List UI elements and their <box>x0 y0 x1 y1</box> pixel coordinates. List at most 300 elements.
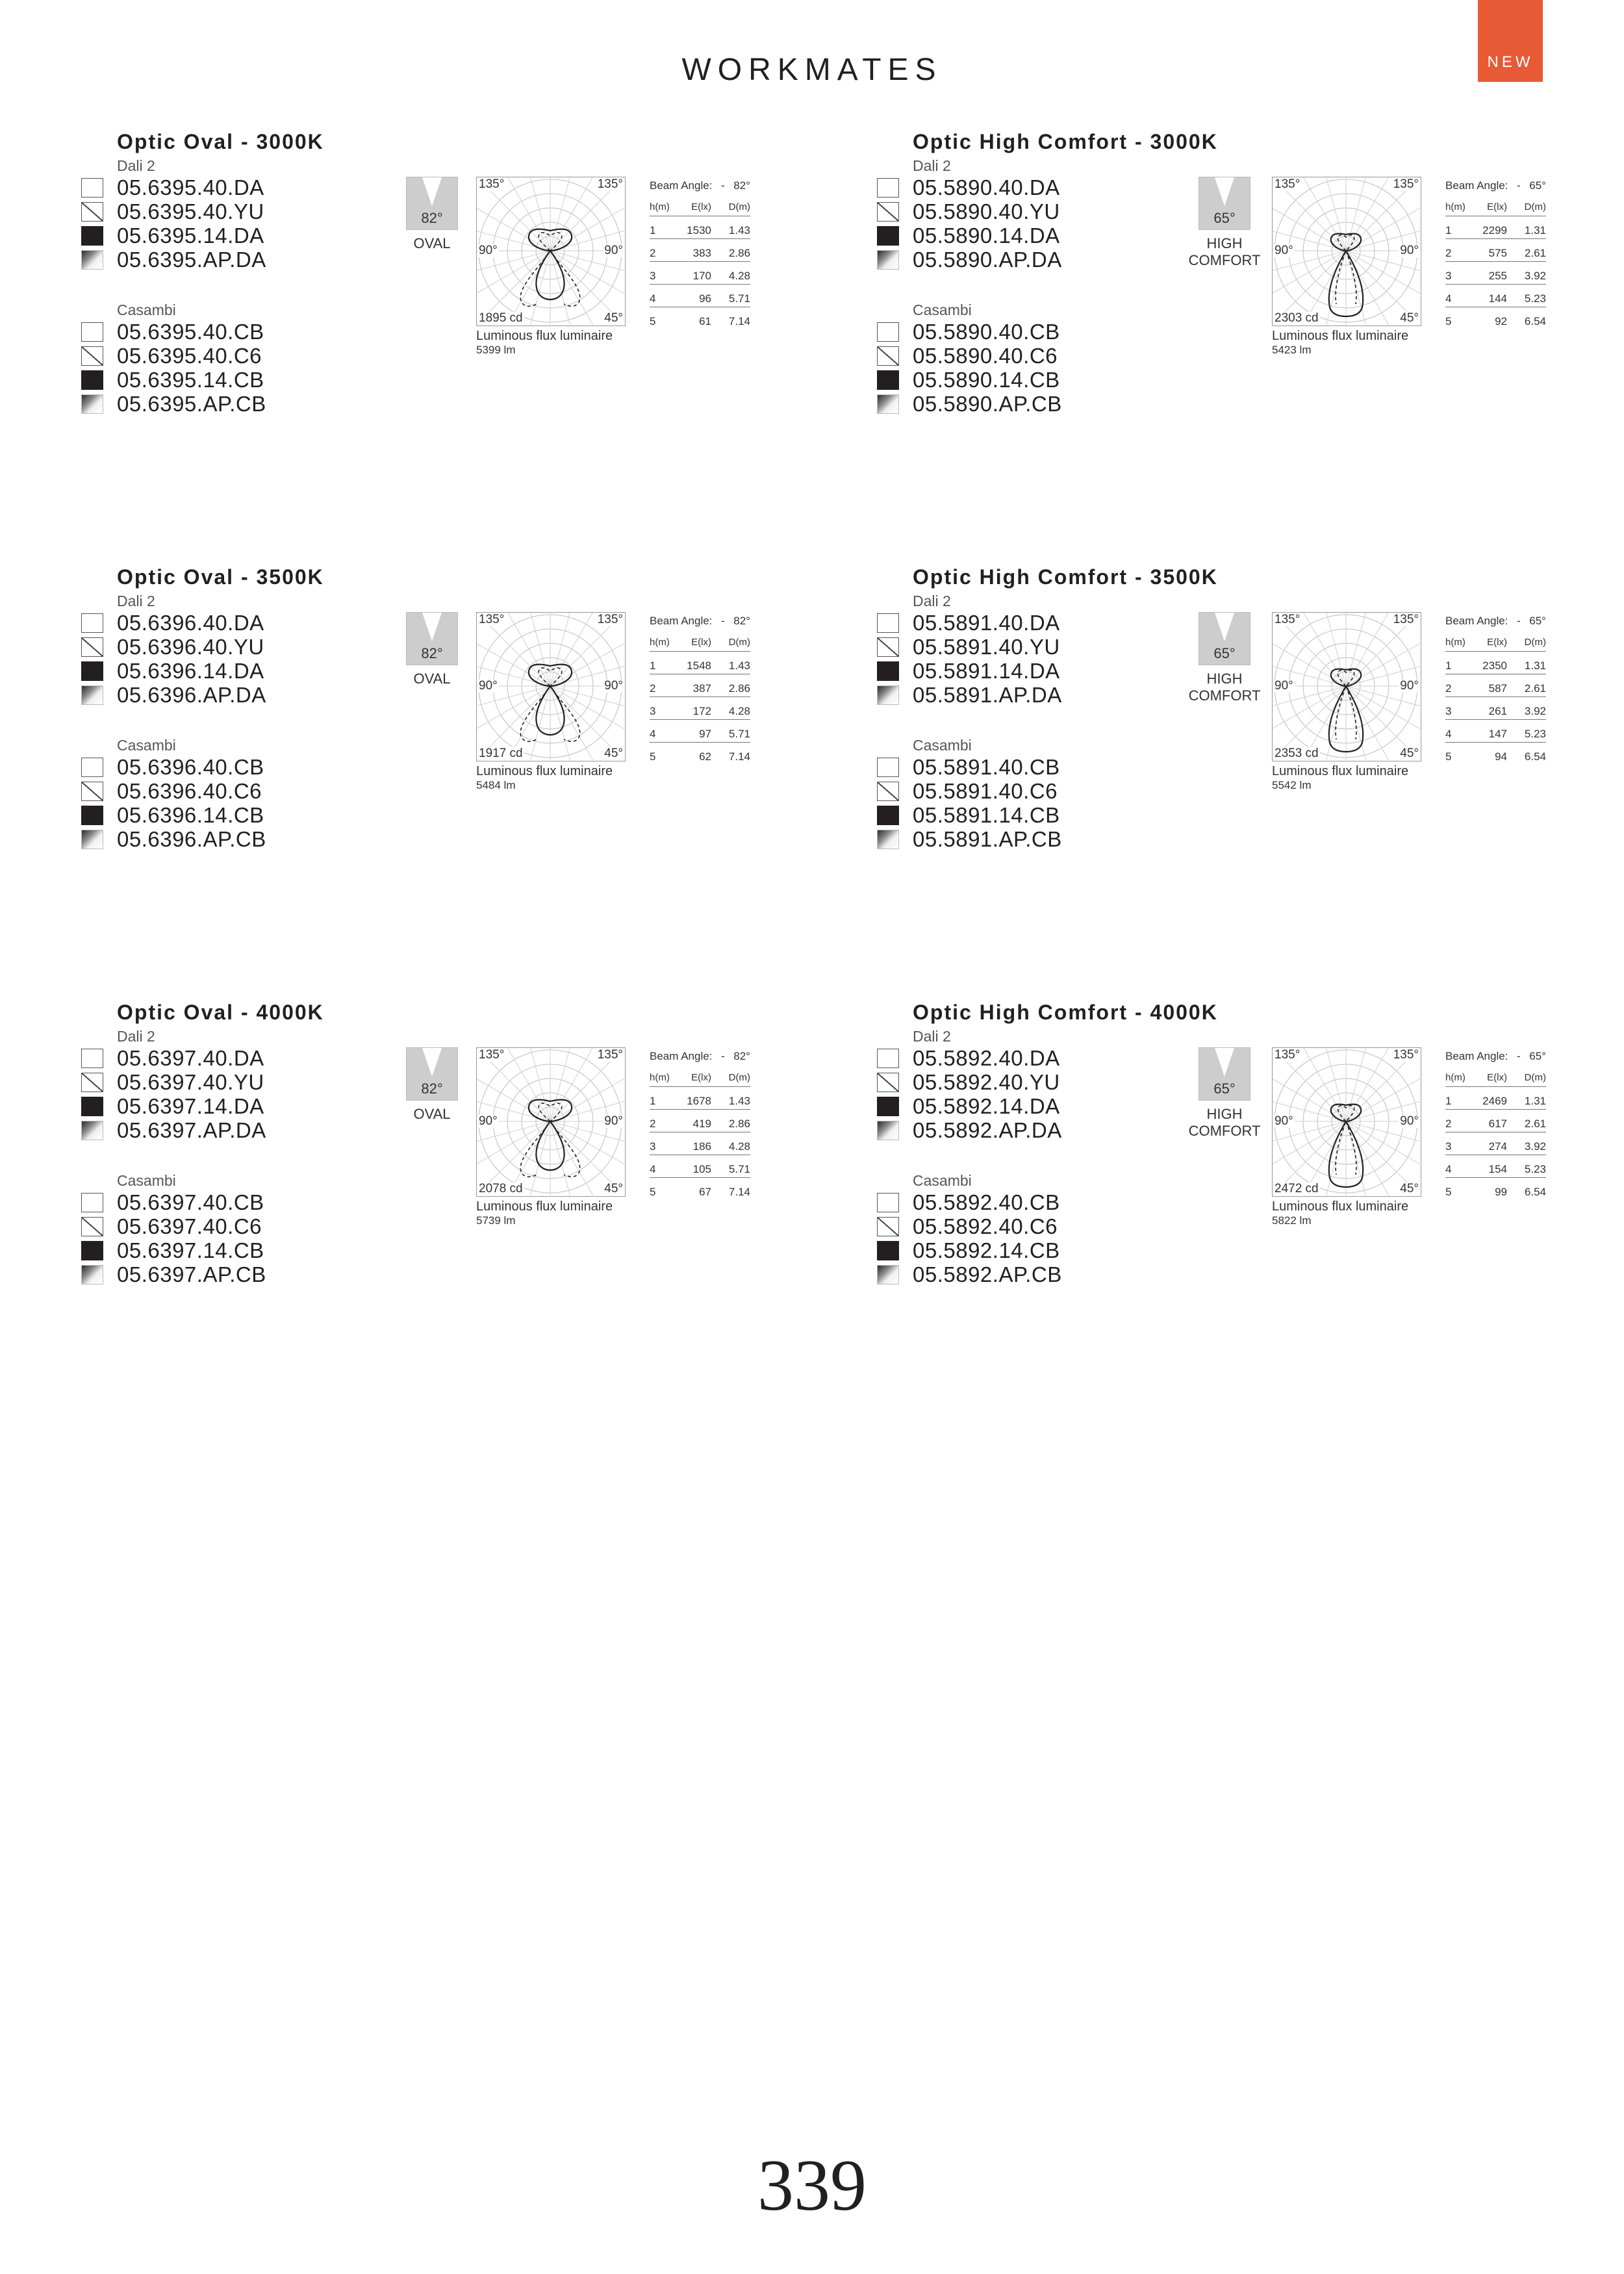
row-height: 1 <box>650 224 656 236</box>
angle-label-135-right: 135° <box>597 177 623 191</box>
polar-diagram-graphic <box>477 613 624 760</box>
optic-type <box>1176 1047 1273 1140</box>
product-code: 05.6397.40.C6 <box>117 1214 262 1238</box>
angle-label-135-left: 135° <box>479 1048 505 1062</box>
product-title: Optic High Comfort - 4000K <box>913 1001 1218 1024</box>
row-diameter: 4.28 <box>728 1140 750 1153</box>
col-d-header: D(m) <box>728 201 750 212</box>
diagonal-finish-swatch <box>877 1073 899 1092</box>
table-column-headers <box>650 637 750 652</box>
row-diameter: 6.54 <box>1524 750 1546 763</box>
product-code: 05.6397.40.CB <box>117 1190 264 1214</box>
polar-diagram-graphic <box>477 1048 624 1195</box>
row-diameter: 3.92 <box>1524 1140 1546 1153</box>
row-height: 5 <box>650 1186 656 1198</box>
peak-intensity: 2303 cd <box>1275 311 1319 325</box>
angle-label-135-left: 135° <box>479 177 505 191</box>
table-row-cells <box>650 1118 750 1132</box>
beam-optic-icon <box>1199 1047 1250 1101</box>
beam-angle-header <box>650 1050 750 1072</box>
product-block <box>81 1001 815 1299</box>
product-code: 05.5890.14.CB <box>913 368 1060 392</box>
row-height: 3 <box>650 270 656 282</box>
table-row-cells <box>650 1163 750 1178</box>
angle-label-135-right: 135° <box>1393 613 1419 626</box>
beam-angle-header <box>650 615 750 637</box>
product-code: 05.6396.14.DA <box>117 659 264 683</box>
black-finish-swatch <box>877 661 899 681</box>
table-column-headers <box>1445 1072 1546 1087</box>
luminous-flux-value: 5739 lm <box>476 1214 516 1227</box>
product-code: 05.5891.AP.CB <box>913 827 1062 851</box>
peak-intensity: 1917 cd <box>479 747 523 760</box>
row-illuminance: 617 <box>1488 1118 1507 1130</box>
table-row <box>650 224 750 247</box>
table-row <box>650 659 750 682</box>
product-title: Optic Oval - 3500K <box>117 565 324 589</box>
col-e-header: E(lx) <box>1487 201 1507 212</box>
optic-type <box>383 1047 481 1123</box>
angle-label-45: 45° <box>1400 747 1419 760</box>
table-row <box>1445 1118 1546 1140</box>
peak-intensity: 2472 cd <box>1275 1182 1319 1195</box>
row-illuminance: 147 <box>1488 728 1507 740</box>
page-title: WORKMATES <box>681 53 943 87</box>
table-row-cells <box>1445 224 1546 239</box>
row-height: 1 <box>650 1095 656 1107</box>
polar-diagram-graphic <box>1273 613 1420 760</box>
row-diameter: 7.14 <box>728 750 750 763</box>
table-row <box>1445 224 1546 247</box>
beam-angle-dash: - <box>721 615 725 627</box>
row-diameter: 6.54 <box>1524 315 1546 327</box>
angle-label-135-right: 135° <box>1393 177 1419 191</box>
diagonal-finish-swatch <box>81 1073 103 1092</box>
table-row-cells <box>650 1186 750 1200</box>
table-row-cells <box>650 1140 750 1155</box>
row-illuminance: 274 <box>1488 1140 1507 1153</box>
table-row <box>650 1163 750 1186</box>
row-height: 4 <box>650 728 656 740</box>
angle-label-90-left: 90° <box>1275 244 1293 257</box>
table-row-cells <box>1445 1118 1546 1132</box>
beam-angle-label: Beam Angle: <box>1445 615 1508 627</box>
product-code: 05.5892.AP.DA <box>913 1118 1062 1142</box>
angle-label-90-left: 90° <box>479 244 498 257</box>
optic-angle: 82° <box>421 1080 443 1097</box>
black-finish-swatch <box>877 226 899 246</box>
table-row <box>650 292 750 315</box>
product-code: 05.6396.14.CB <box>117 803 264 827</box>
product-block <box>877 565 1611 864</box>
dali-label: Dali 2 <box>913 1028 951 1045</box>
table-row-cells <box>1445 270 1546 285</box>
black-finish-swatch <box>877 1241 899 1260</box>
peak-intensity: 2078 cd <box>479 1182 523 1195</box>
row-diameter: 2.86 <box>728 682 750 695</box>
aluminium-finish-swatch <box>81 830 103 849</box>
product-code: 05.6397.AP.DA <box>117 1118 266 1142</box>
white-finish-swatch <box>877 1049 899 1068</box>
beam-angle-value: 82° <box>733 179 750 192</box>
row-height: 2 <box>1445 1118 1452 1130</box>
optic-type <box>383 612 481 687</box>
table-column-headers <box>1445 637 1546 652</box>
black-finish-swatch <box>877 370 899 390</box>
row-diameter: 2.61 <box>1524 1118 1546 1130</box>
row-height: 4 <box>1445 1163 1452 1175</box>
product-code: 05.6397.40.YU <box>117 1070 264 1094</box>
table-row-cells <box>1445 682 1546 697</box>
polar-diagram-box <box>476 1047 626 1197</box>
product-code: 05.6396.40.DA <box>117 611 264 635</box>
table-row <box>650 682 750 705</box>
polar-diagram <box>476 177 629 357</box>
product-code: 05.5890.14.DA <box>913 224 1060 248</box>
row-diameter: 1.43 <box>728 1095 750 1107</box>
row-illuminance: 97 <box>699 728 711 740</box>
row-diameter: 1.31 <box>1524 224 1546 236</box>
angle-label-45: 45° <box>604 747 623 760</box>
optic-name: HIGH COMFORT <box>1188 235 1261 268</box>
angle-label-135-left: 135° <box>1275 613 1300 626</box>
row-illuminance: 1678 <box>687 1095 711 1107</box>
product-code: 05.5890.40.YU <box>913 199 1060 224</box>
product-code: 05.6395.AP.CB <box>117 392 266 416</box>
product-code: 05.5891.14.CB <box>913 803 1060 827</box>
beam-cone-icon <box>1215 177 1234 206</box>
luminous-flux-label: Luminous flux luminaire <box>1272 764 1409 778</box>
polar-diagram <box>1272 177 1425 357</box>
row-height: 1 <box>1445 659 1452 672</box>
beam-optic-icon <box>406 612 458 665</box>
row-height: 1 <box>1445 1095 1452 1107</box>
beam-angle-label: Beam Angle: <box>650 615 713 627</box>
optic-type <box>383 177 481 252</box>
product-block <box>877 1001 1611 1299</box>
col-e-header: E(lx) <box>1487 637 1507 648</box>
product-code: 05.6396.40.YU <box>117 635 264 659</box>
table-row-cells <box>650 224 750 239</box>
white-finish-swatch <box>81 178 103 198</box>
row-height: 5 <box>650 315 656 327</box>
product-code: 05.6397.AP.CB <box>117 1262 266 1286</box>
polar-diagram <box>476 1047 629 1227</box>
product-code: 05.6397.40.DA <box>117 1046 264 1070</box>
product-code: 05.5892.40.CB <box>913 1190 1060 1214</box>
optic-name: HIGH COMFORT <box>1188 671 1261 704</box>
white-finish-swatch <box>877 178 899 198</box>
white-finish-swatch <box>877 1193 899 1212</box>
product-code: 05.6396.40.CB <box>117 755 264 779</box>
row-height: 2 <box>650 1118 656 1130</box>
product-code: 05.6395.40.YU <box>117 199 264 224</box>
table-row <box>1445 750 1546 773</box>
luminous-flux-label: Luminous flux luminaire <box>476 1199 613 1214</box>
col-h-header: h(m) <box>1445 201 1465 212</box>
angle-label-90-right: 90° <box>1400 679 1419 693</box>
aluminium-finish-swatch <box>81 1265 103 1284</box>
diagonal-finish-swatch <box>81 782 103 801</box>
new-badge-label: NEW <box>1487 53 1534 71</box>
table-row <box>1445 659 1546 682</box>
row-height: 2 <box>1445 682 1452 695</box>
row-diameter: 7.14 <box>728 1186 750 1198</box>
row-height: 2 <box>1445 247 1452 259</box>
product-code: 05.5890.40.C6 <box>913 344 1058 368</box>
table-row-cells <box>650 292 750 307</box>
beam-optic-icon <box>1199 612 1250 665</box>
table-row-cells <box>1445 1186 1546 1200</box>
table-row <box>650 705 750 728</box>
row-illuminance: 587 <box>1488 682 1507 695</box>
optic-name: OVAL <box>413 671 451 687</box>
beam-angle-table <box>650 1050 750 1208</box>
beam-angle-table <box>1445 615 1546 773</box>
product-code: 05.5892.40.C6 <box>913 1214 1058 1238</box>
casambi-label: Casambi <box>117 737 176 754</box>
row-illuminance: 255 <box>1488 270 1507 282</box>
col-d-header: D(m) <box>1524 1072 1546 1083</box>
diagonal-finish-swatch <box>877 346 899 366</box>
col-d-header: D(m) <box>1524 637 1546 648</box>
polar-diagram-graphic <box>1273 177 1420 325</box>
diagonal-finish-swatch <box>877 202 899 222</box>
beam-optic-icon <box>1199 177 1250 230</box>
table-row <box>1445 728 1546 750</box>
row-height: 4 <box>650 1163 656 1175</box>
beam-angle-table <box>650 179 750 338</box>
table-row-cells <box>1445 750 1546 765</box>
luminous-flux-label: Luminous flux luminaire <box>476 764 613 778</box>
table-row-cells <box>650 750 750 765</box>
row-illuminance: 387 <box>692 682 711 695</box>
table-row-cells <box>650 705 750 720</box>
angle-label-135-left: 135° <box>1275 177 1300 191</box>
casambi-label: Casambi <box>117 1172 176 1189</box>
row-illuminance: 92 <box>1495 315 1507 327</box>
table-row-cells <box>650 247 750 262</box>
luminous-flux-value: 5542 lm <box>1272 779 1312 791</box>
product-code: 05.5890.AP.CB <box>913 392 1062 416</box>
row-height: 5 <box>1445 750 1452 763</box>
beam-angle-value: 82° <box>733 615 750 627</box>
product-code: 05.6395.14.CB <box>117 368 264 392</box>
product-block <box>81 565 815 864</box>
row-diameter: 2.86 <box>728 1118 750 1130</box>
row-illuminance: 2299 <box>1482 224 1507 236</box>
product-code: 05.6395.AP.DA <box>117 248 266 272</box>
beam-cone-icon <box>1215 613 1234 641</box>
angle-label-45: 45° <box>604 311 623 325</box>
row-illuminance: 99 <box>1495 1186 1507 1198</box>
diagonal-finish-swatch <box>81 1217 103 1236</box>
white-finish-swatch <box>81 1049 103 1068</box>
row-illuminance: 575 <box>1488 247 1507 259</box>
luminous-flux-label: Luminous flux luminaire <box>476 329 613 343</box>
table-row <box>650 247 750 270</box>
page-number: 339 <box>757 2145 867 2226</box>
table-row <box>1445 315 1546 338</box>
product-code: 05.5891.AP.DA <box>913 683 1062 707</box>
black-finish-swatch <box>877 806 899 825</box>
white-finish-swatch <box>81 322 103 342</box>
luminous-flux-value: 5484 lm <box>476 779 516 791</box>
angle-label-135-right: 135° <box>1393 1048 1419 1062</box>
casambi-label: Casambi <box>913 737 972 754</box>
beam-angle-dash: - <box>1517 179 1521 192</box>
angle-label-135-left: 135° <box>1275 1048 1300 1062</box>
row-illuminance: 261 <box>1488 705 1507 717</box>
product-block <box>81 130 815 429</box>
table-row <box>650 315 750 338</box>
row-illuminance: 61 <box>699 315 711 327</box>
table-row <box>650 1140 750 1163</box>
col-d-header: D(m) <box>728 1072 750 1083</box>
beam-angle-label: Beam Angle: <box>650 179 713 192</box>
white-finish-swatch <box>81 758 103 777</box>
optic-angle: 82° <box>421 645 443 661</box>
aluminium-finish-swatch <box>81 1121 103 1140</box>
beam-angle-label: Beam Angle: <box>1445 179 1508 192</box>
optic-type <box>1176 612 1273 704</box>
table-column-headers <box>1445 201 1546 216</box>
row-diameter: 1.31 <box>1524 659 1546 672</box>
angle-label-135-left: 135° <box>479 613 505 626</box>
optic-name: OVAL <box>413 1106 451 1122</box>
row-height: 5 <box>1445 1186 1452 1198</box>
product-code: 05.5892.AP.CB <box>913 1262 1062 1286</box>
luminous-flux-value: 5399 lm <box>476 344 516 356</box>
aluminium-finish-swatch <box>81 250 103 270</box>
row-diameter: 5.23 <box>1524 292 1546 305</box>
angle-label-90-left: 90° <box>479 679 498 693</box>
diagonal-finish-swatch <box>877 782 899 801</box>
product-code: 05.5891.14.DA <box>913 659 1060 683</box>
product-block <box>877 130 1611 429</box>
angle-label-45: 45° <box>1400 311 1419 325</box>
table-row-cells <box>1445 315 1546 329</box>
col-h-header: h(m) <box>650 201 670 212</box>
aluminium-finish-swatch <box>81 685 103 705</box>
row-illuminance: 105 <box>692 1163 711 1175</box>
product-title: Optic Oval - 3000K <box>117 130 324 153</box>
row-diameter: 5.71 <box>728 1163 750 1175</box>
optic-type <box>1176 177 1273 269</box>
product-code: 05.6395.40.CB <box>117 320 264 344</box>
table-row <box>650 1186 750 1208</box>
angle-label-90-left: 90° <box>1275 679 1293 693</box>
col-h-header: h(m) <box>650 637 670 648</box>
beam-angle-table <box>650 615 750 773</box>
product-code: 05.5892.40.DA <box>913 1046 1060 1070</box>
beam-cone-icon <box>422 613 442 641</box>
optic-angle: 65° <box>1213 1080 1236 1097</box>
col-e-header: E(lx) <box>691 201 711 212</box>
table-row <box>650 270 750 292</box>
row-illuminance: 1530 <box>687 224 711 236</box>
table-row <box>650 1118 750 1140</box>
table-row-cells <box>650 1095 750 1110</box>
row-illuminance: 172 <box>692 705 711 717</box>
casambi-label: Casambi <box>117 301 176 318</box>
row-illuminance: 1548 <box>687 659 711 672</box>
polar-diagram-box <box>1272 612 1421 761</box>
black-finish-swatch <box>877 1097 899 1116</box>
black-finish-swatch <box>81 661 103 681</box>
new-badge <box>1478 0 1543 82</box>
dali-label: Dali 2 <box>117 1028 155 1045</box>
row-height: 3 <box>650 705 656 717</box>
row-diameter: 4.28 <box>728 270 750 282</box>
beam-angle-header <box>1445 615 1546 637</box>
product-code: 05.6396.AP.CB <box>117 827 266 851</box>
row-illuminance: 419 <box>692 1118 711 1130</box>
optic-angle: 65° <box>1213 210 1236 226</box>
casambi-label: Casambi <box>913 301 972 318</box>
beam-angle-value: 65° <box>1529 1050 1546 1062</box>
col-d-header: D(m) <box>728 637 750 648</box>
table-row <box>1445 292 1546 315</box>
angle-label-135-right: 135° <box>597 613 623 626</box>
peak-intensity: 2353 cd <box>1275 747 1319 760</box>
angle-label-90-right: 90° <box>604 679 623 693</box>
product-code: 05.6395.40.C6 <box>117 344 262 368</box>
product-code: 05.6395.40.DA <box>117 175 264 199</box>
diagonal-finish-swatch <box>877 637 899 657</box>
row-height: 3 <box>650 1140 656 1153</box>
product-code: 05.5891.40.DA <box>913 611 1060 635</box>
dali-label: Dali 2 <box>913 593 951 609</box>
table-row <box>1445 705 1546 728</box>
polar-diagram-box <box>476 177 626 326</box>
col-d-header: D(m) <box>1524 201 1546 212</box>
black-finish-swatch <box>81 370 103 390</box>
beam-angle-dash: - <box>1517 1050 1521 1062</box>
row-illuminance: 144 <box>1488 292 1507 305</box>
product-title: Optic Oval - 4000K <box>117 1001 324 1024</box>
product-code: 05.6395.14.DA <box>117 224 264 248</box>
product-code: 05.5892.14.DA <box>913 1094 1060 1118</box>
white-finish-swatch <box>877 613 899 633</box>
table-row <box>1445 1163 1546 1186</box>
product-code: 05.6396.AP.DA <box>117 683 266 707</box>
optic-name: OVAL <box>413 235 451 251</box>
product-code: 05.6397.14.CB <box>117 1238 264 1262</box>
row-height: 4 <box>1445 728 1452 740</box>
row-height: 3 <box>1445 1140 1452 1153</box>
polar-diagram-graphic <box>1273 1048 1420 1195</box>
angle-label-45: 45° <box>1400 1182 1419 1195</box>
table-row-cells <box>1445 659 1546 674</box>
row-height: 2 <box>650 247 656 259</box>
polar-diagram <box>1272 612 1425 792</box>
black-finish-swatch <box>81 226 103 246</box>
peak-intensity: 1895 cd <box>479 311 523 325</box>
row-height: 4 <box>650 292 656 305</box>
black-finish-swatch <box>81 806 103 825</box>
beam-angle-label: Beam Angle: <box>650 1050 713 1062</box>
dali-label: Dali 2 <box>117 593 155 609</box>
row-illuminance: 2350 <box>1482 659 1507 672</box>
white-finish-swatch <box>81 613 103 633</box>
row-diameter: 2.61 <box>1524 247 1546 259</box>
row-diameter: 3.92 <box>1524 270 1546 282</box>
product-code: 05.5890.40.CB <box>913 320 1060 344</box>
product-code: 05.5890.AP.DA <box>913 248 1062 272</box>
col-h-header: h(m) <box>1445 1072 1465 1083</box>
luminous-flux-value: 5822 lm <box>1272 1214 1312 1227</box>
